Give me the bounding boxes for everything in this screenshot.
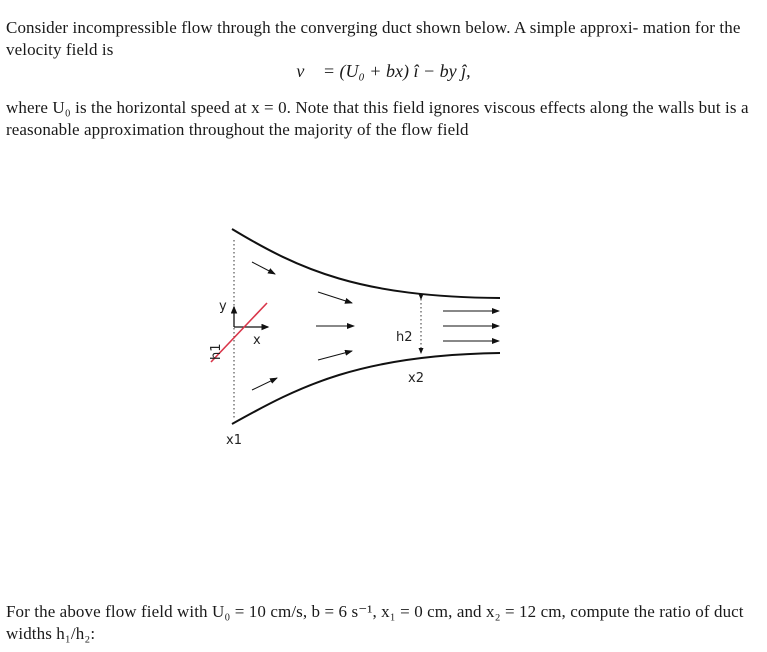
h1-label: h1: [209, 343, 224, 360]
flow-arrow: [318, 292, 352, 303]
y-axis-label: y: [219, 299, 227, 314]
h2-label: h2: [396, 330, 413, 345]
velocity-field-equation: v⃗ = (U₀ + bx) î − by ĵ,: [296, 61, 471, 81]
duct-lower-wall: [232, 353, 500, 424]
problem-intro: Consider incompressible flow through the converging duct shown below. A simple approxi- mation for the velocity field is: [6, 18, 741, 59]
flow-arrow: [252, 378, 277, 390]
x2-label: x2: [408, 371, 424, 386]
flow-arrow: [318, 351, 352, 360]
x1-label: x1: [226, 433, 242, 448]
flow-arrow: [252, 262, 275, 274]
x-axis-label: x: [253, 333, 261, 348]
problem-question: For the above flow field with U₀ = 10 cm/s, b = 6 s⁻¹, x₁ = 0 cm, and x₂ = 12 cm, compute the ratio of duct widths h₁/h₂:: [6, 602, 744, 643]
duct-upper-wall: [232, 229, 500, 298]
problem-description: where U₀ is the horizontal speed at x = 0. Note that this field ignores viscous effects along the walls but is a reasonable approximation throughout the majority of the flow field: [6, 98, 749, 139]
